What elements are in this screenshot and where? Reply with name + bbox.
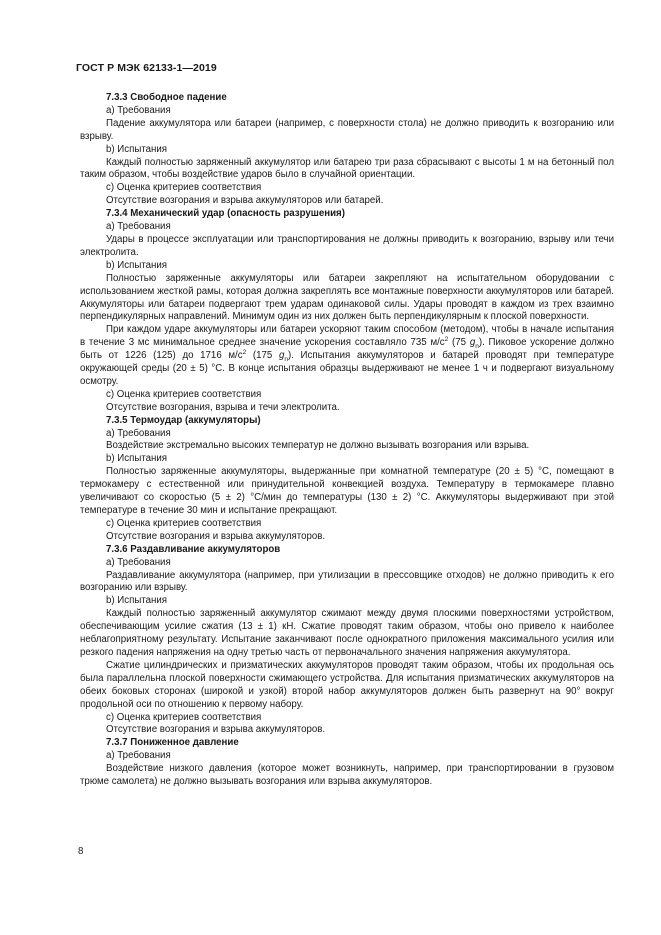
subsection-label: c) Оценка критериев соответствия [106,388,262,400]
subsection-label: c) Оценка критериев соответствия [106,182,262,194]
paragraph: Отсутствие возгорания, взрыва и течи электролита. [106,401,340,413]
paragraph: Раздавливание аккумулятора (например, при утилизации в прессовщике отходов) не должно приводить к его возгоранию или взрыву. [80,569,614,594]
paragraph: Воздействие экстремально высоких температур не должно вызывать возгорания или взрыва. [106,440,530,452]
section-heading: 7.3.3 Свободное падение [106,92,227,103]
section-heading: 7.3.7 Пониженное давление [106,737,239,749]
paragraph-acceleration [80,324,614,389]
paragraph: Удары в процессе эксплуатации или транспортирования не должны приводить к возгоранию, взрыву или течи электролита. [80,233,614,258]
paragraph: Каждый полностью заряженный аккумулятор или батарею три раза сбрасывают с высоты 1 м на бетонный пол таким образом, чтобы воздействие ударов было в случайной ориентации. [80,156,614,181]
subsection-label: a) Требования [106,427,171,439]
subsection-label: b) Испытания [106,595,168,607]
superscript: 2 [242,348,247,356]
text-run: (75 [448,337,470,349]
subsection-label: a) Требования [106,750,171,762]
section-heading: 7.3.6 Раздавливание аккумуляторов [106,543,281,555]
paragraph: Воздействие низкого давления (которое может возникнуть, например, при транспортировании в грузовом трюме самолета) не должно вызывать возгорания или взрыва аккумуляторов. [80,763,614,788]
symbol-g: g [278,350,285,362]
page-number: 8 [78,846,84,857]
subsection-label: c) Оценка критериев соответствия [106,517,262,529]
subsection-label: a) Требования [106,104,171,116]
subsection-label: b) Испытания [106,259,168,271]
paragraph: Сжатие цилиндрических и призматических аккумуляторов проводят таким образом, чтобы их продольная ось была параллельна плоской поверхности сжимающего устройства. Для испытания призматических аккумуляторов на обеих боковых сторонах (широкой и узкой) второй набор аккумуляторов должен быть развернут на 90° вокруг продольной оси по отношению к первому набору. [80,659,614,710]
section-heading: 7.3.4 Механический удар (опасность разрушения) [106,208,345,220]
document-header: ГОСТ Р МЭК 62133-1—2019 [76,62,217,74]
paragraph: Отсутствие возгорания и взрыва аккумуляторов или батарей. [106,195,384,207]
subscript: n [284,356,288,364]
superscript: 2 [444,335,449,343]
subsection-label: a) Требования [106,221,171,233]
subsection-label: a) Требования [106,556,171,568]
paragraph: Отсутствие возгорания и взрыва аккумуляторов. [106,530,326,542]
subscript: n [475,343,479,351]
text-run: (175 [246,350,279,362]
section-heading: 7.3.5 Термоудар (аккумуляторы) [106,414,261,426]
text-run: При каждом ударе аккумуляторы или батареи ускоряют таким способом (методом), чтобы в начале испытания в течение 3 мс минимальное среднее значение ускорения составляло 735 м/с [80,324,614,349]
paragraph: Полностью заряженные аккумуляторы или батареи закрепляют на испытательном оборудовании с использованием жесткой рамы, которая должна закреплять все монтажные поверхности аккумуляторов или батарей. Аккумуляторы или батареи подвергают трем ударам одинаковой силы. Удары проводят в каждом из трех взаимно перпендикулярных направлений. Минимум один из них должен быть перпендикулярным к плоской поверхности. [80,272,614,323]
text-run: ). Испытания аккумуляторов и батарей проводят при температуре окружающей среды (20 ± 5) °С. В конце испытания образцы выдерживают не менее 1 ч и подвергают визуальному осмотру. [80,350,614,387]
symbol-g: g [469,337,476,349]
subsection-label: b) Испытания [106,143,168,155]
document-body [80,92,614,789]
paragraph: Отсутствие возгорания и взрыва аккумуляторов. [106,724,326,736]
subsection-label: b) Испытания [106,453,168,465]
paragraph: Полностью заряженные аккумуляторы, выдержанные при комнатной температуре (20 ± 5) °С, помещают в термокамеру с естественной или принудительной конвекцией воздуха. Температуру в термокамере плавно увеличивают со скоростью (5 ± 2) °С/мин до температуры (130 ± 2) °С. Аккумуляторы выдерживают при этой температуре в течение 30 мин и испытание прекращают. [80,466,614,516]
text-run: ). Пиковое ускорение должно быть от 1226 (125) до 1716 м/с [80,337,614,362]
paragraph: Каждый полностью заряженный аккумулятор сжимают между двумя плоскими поверхностями устройством, обеспечивающим усилие сжатия (13 ± 1) кН. Сжатие проводят таким образом, чтобы оно привело к наиболее неблагоприятному результату. Испытание заканчивают после однократного приложения максимального усилия или резкого падения напряжения на одну третью часть от первоначального значения напряжения аккумулятора. [80,608,614,658]
paragraph: Падение аккумулятора или батареи (например, с поверхности стола) не должно приводить к возгоранию или взрыву. [80,117,614,142]
subsection-label: c) Оценка критериев соответствия [106,711,262,723]
